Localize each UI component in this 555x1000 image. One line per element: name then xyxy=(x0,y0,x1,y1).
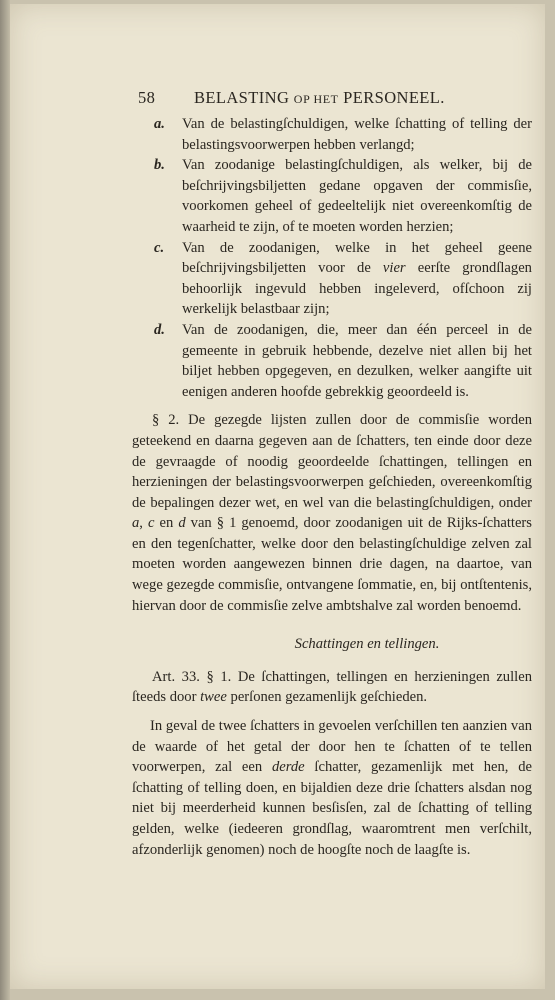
para2-em-c: c xyxy=(147,515,155,532)
page-number: 58 xyxy=(138,88,156,107)
para2-part1: § 2. De gezegde lijsten zullen door de commisſie worden geteekend en daarna gegeven aan de ſchatters, ten einde door deze de gevraagde of noodig geoordeelde ſchattingen, tellingen en herzieningen der belastingsvoorwerpen geſchieden, overeenkomſtig de bepalingen dezer wet, en wel van die belastingſchuldigen, onder xyxy=(132,412,532,511)
para2-em-a: a xyxy=(132,515,140,532)
list-text-d: Van de zoodanigen, die, meer dan één perceel in de gemeente in gebruik hebbende, dezelve niet allen bij het biljet hebben opgegeven, en dezulken, welker aangifte uit eenigen anderen hoofde gebrekkig geoordeeld is. xyxy=(182,321,532,400)
article-lead: Art. 33. § 1. De ſchattingen, tellingen en herzieningen zullen ſteeds door xyxy=(132,668,532,706)
para2-part3: en xyxy=(159,515,174,532)
list-text-c-after: eerſte grondſlagen behoorlijk ingevuld hebben ingeleverd, ofſchoon zij werkelijk belastbaar zijn; xyxy=(182,260,532,318)
running-head-title xyxy=(194,88,445,110)
list-item-a xyxy=(132,114,532,155)
section-title: Schattingen en tellingen. xyxy=(294,636,440,653)
page-text-block xyxy=(132,88,532,860)
last-para-part2: ſchatter, gezamenlijk met hen, de ſchatting of telling doen, en bijaldien deze drie ſchatters alsdan nog niet bij meerderheid kunnen besſisſen, zal de ſchatting of telling gelden, welke (iedeeren grondſlag, waaromtrent men verſchilt, afzonderlijk genomen) noch de hoogſte noch de laagſte is. xyxy=(132,759,533,858)
list-letter-a: a. xyxy=(154,116,165,132)
list-text-c-before: Van de zoodanigen, welke in het geheel geene beſchrijvingsbiljetten voor de xyxy=(182,239,532,277)
book-binding-edge xyxy=(0,0,10,1000)
list-text-b: Van zoodanige belastingſchuldigen, als welker, bij de beſchrijvingsbiljetten gedane opgaven der commisſie, voorkomen geheel of gedeeltelijk niet overeenkomſtig de waarheid te zijn, of te moeten worden herzien; xyxy=(182,157,532,235)
list-text-c-emphasis: vier xyxy=(382,260,406,277)
last-para-part1: In geval de twee ſchatters in gevoelen verſchillen ten aanzien van de waarde of het getal der door hen te ſchatten of te tellen voorwerpen, zal een xyxy=(132,718,532,776)
list-letter-c: c. xyxy=(154,239,165,256)
list-text-a: Van de belastingſchuldigen, welke ſchatting of telling der belastingsvoorwerpen hebben verlangd; xyxy=(182,116,532,153)
paragraph-section-2 xyxy=(132,410,532,616)
title-belasting: BELASTING xyxy=(194,88,290,107)
article-emphasis: twee xyxy=(200,689,227,706)
para2-part4: van § 1 genoemd, door zoodanigen uit de Rijks-ſchatters en den tegenſchatter, welke door den belastingſchuldige zelven zal moeten worden aangewezen binnen drie dagen, na daartoe, van wege gezegde commisſie, ontvangene ſommatie, en, bij ontſtentenis, hiervan door de commisſie zelve ambtshalve zal worden benoemd. xyxy=(132,515,532,614)
book-page xyxy=(10,4,545,989)
list-item-d xyxy=(132,320,532,402)
last-para-emphasis: derde xyxy=(271,759,305,776)
para2-em-d: d xyxy=(178,515,186,532)
article-tail: perſonen gezamenlijk geſchieden. xyxy=(230,689,428,706)
list-letter-d: d. xyxy=(154,321,165,338)
running-header xyxy=(132,88,532,114)
article-33-paragraph xyxy=(132,667,532,708)
title-personeel: PERSONEEL. xyxy=(343,88,445,107)
list-letter-b: b. xyxy=(154,157,165,174)
list-text-c xyxy=(182,238,532,320)
list-item-c xyxy=(132,238,532,320)
list-item-b xyxy=(132,155,532,237)
paragraph-derde-schatter xyxy=(132,716,532,860)
para2-part2: , xyxy=(139,515,143,532)
title-op-het: OP HET xyxy=(293,92,339,106)
